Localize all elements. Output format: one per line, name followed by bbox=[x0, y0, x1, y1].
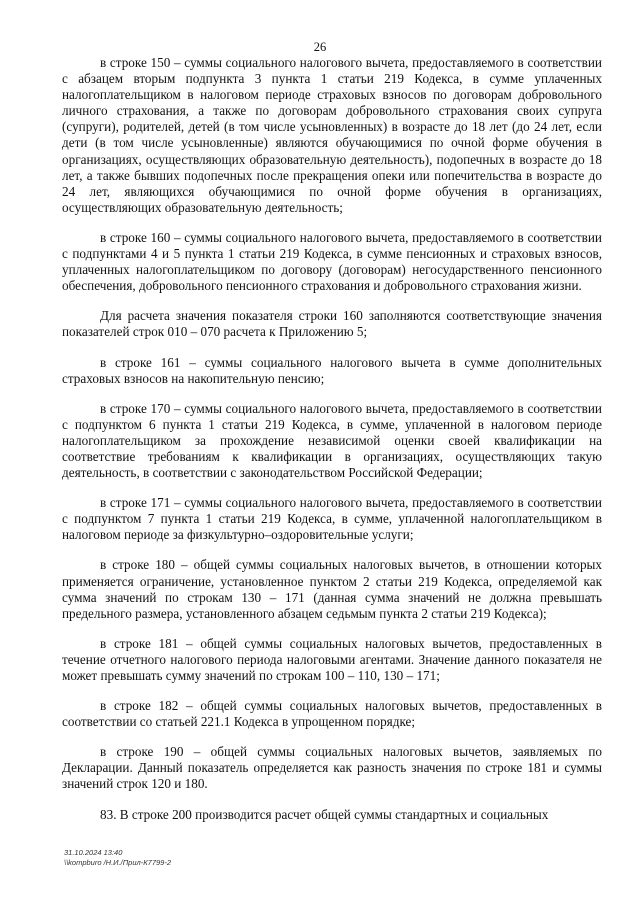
footer-timestamp: 31.10.2024 13:40 bbox=[64, 848, 123, 857]
paragraph-line-161: в строке 161 – суммы социального налогового вычета в сумме дополнительных страховых взносов на накопительную пенсию; bbox=[62, 354, 602, 386]
paragraph-item-83: 83. В строке 200 производится расчет общей суммы стандартных и социальных bbox=[100, 806, 549, 822]
paragraph-line-180: в строке 180 – общей суммы социальных налоговых вычетов, в отношении которых применяется ограничение, установленное пунктом 2 статьи 219 Кодекса, определяемой как сумма значений по строкам 130 – 171 (данная сумма значений не должна превышать предельного размера, установленного абзацем седьмым пункта 2 статьи 219 Кодекса); bbox=[62, 557, 602, 621]
paragraph-line-160-calc: Для расчета значения показателя строки 160 заполняются соответствующие значения показателей строк 010 – 070 расчета к Приложению 5; bbox=[62, 308, 602, 340]
paragraph-line-171: в строке 171 – суммы социального налогового вычета, предоставляемого в соответствии с подпунктом 7 пункта 1 статьи 219 Кодекса, в сумме, уплаченной налогоплательщиком в налоговом периоде за физкультурно–оздоровительные услуги; bbox=[62, 495, 602, 543]
paragraph-line-170: в строке 170 – суммы социального налогового вычета, предоставляемого в соответствии с подпунктом 6 пункта 1 статьи 219 Кодекса, в сумме, уплаченной в налоговом периоде налогоплательщиком за прохождение независимой оценки своей квалификации на соответствие требованиям к квалификации в организациях, осуществляющих такую деятельность, в соответствии с законодательством Российской Федерации; bbox=[62, 400, 602, 481]
paragraph-line-150: в строке 150 – суммы социального налогового вычета, предоставляемого в соответствии с абзацем вторым подпункта 3 пункта 1 статьи 219 Кодекса, в сумме уплаченных налогоплательщиком в налоговом периоде страховых взносов по договорам добровольного личного страхования, а также по договорам добровольного страхования своих супруга (супруги), родителей, детей (в том числе усыновленных) в возрасте до 18 лет (до 24 лет, если дети (в том числе усыновленные) являются обучающимися по очной форме обучения в организациях, осуществляющих образовательную деятельность), подопечных в возрасте до 18 лет, а также бывших подопечных после прекращения опеки или попечительства в возрасте до 24 лет, являющихся обучающимися по очной форме обучения в организациях, осуществляющих образовательную деятельность; bbox=[62, 55, 602, 215]
paragraph-line-190: в строке 190 – общей суммы социальных налоговых вычетов, заявляемых по Декларации. Данный показатель определяется как разность значения по строке 181 и суммы значений строк 120 и 180. bbox=[62, 744, 602, 792]
paragraph-line-181: в строке 181 – общей суммы социальных налоговых вычетов, предоставленных в течение отчетного налогового периода налоговыми агентами. Значение данного показателя не может превышать сумму значений по строкам 100 – 110, 130 – 171; bbox=[62, 635, 602, 683]
footer-file-path: \\kompburo /Н.И./Прил-К7799-2 bbox=[64, 858, 171, 867]
page-number: 26 bbox=[313, 40, 327, 54]
paragraph-line-160: в строке 160 – суммы социального налогового вычета, предоставляемого в соответствии с подпунктами 4 и 5 пункта 1 статьи 219 Кодекса, в сумме пенсионных и страховых взносов, уплаченных налогоплательщиком по договору (договорам) негосударственного пенсионного обеспечения, добровольного пенсионного страхования и добровольного страхования жизни. bbox=[62, 229, 602, 294]
print-footer bbox=[64, 848, 171, 868]
paragraph-line-182: в строке 182 – общей суммы социальных налоговых вычетов, предоставленных в соответствии со статьей 221.1 Кодекса в упрощенном порядке; bbox=[62, 698, 602, 730]
document-body bbox=[62, 55, 602, 823]
